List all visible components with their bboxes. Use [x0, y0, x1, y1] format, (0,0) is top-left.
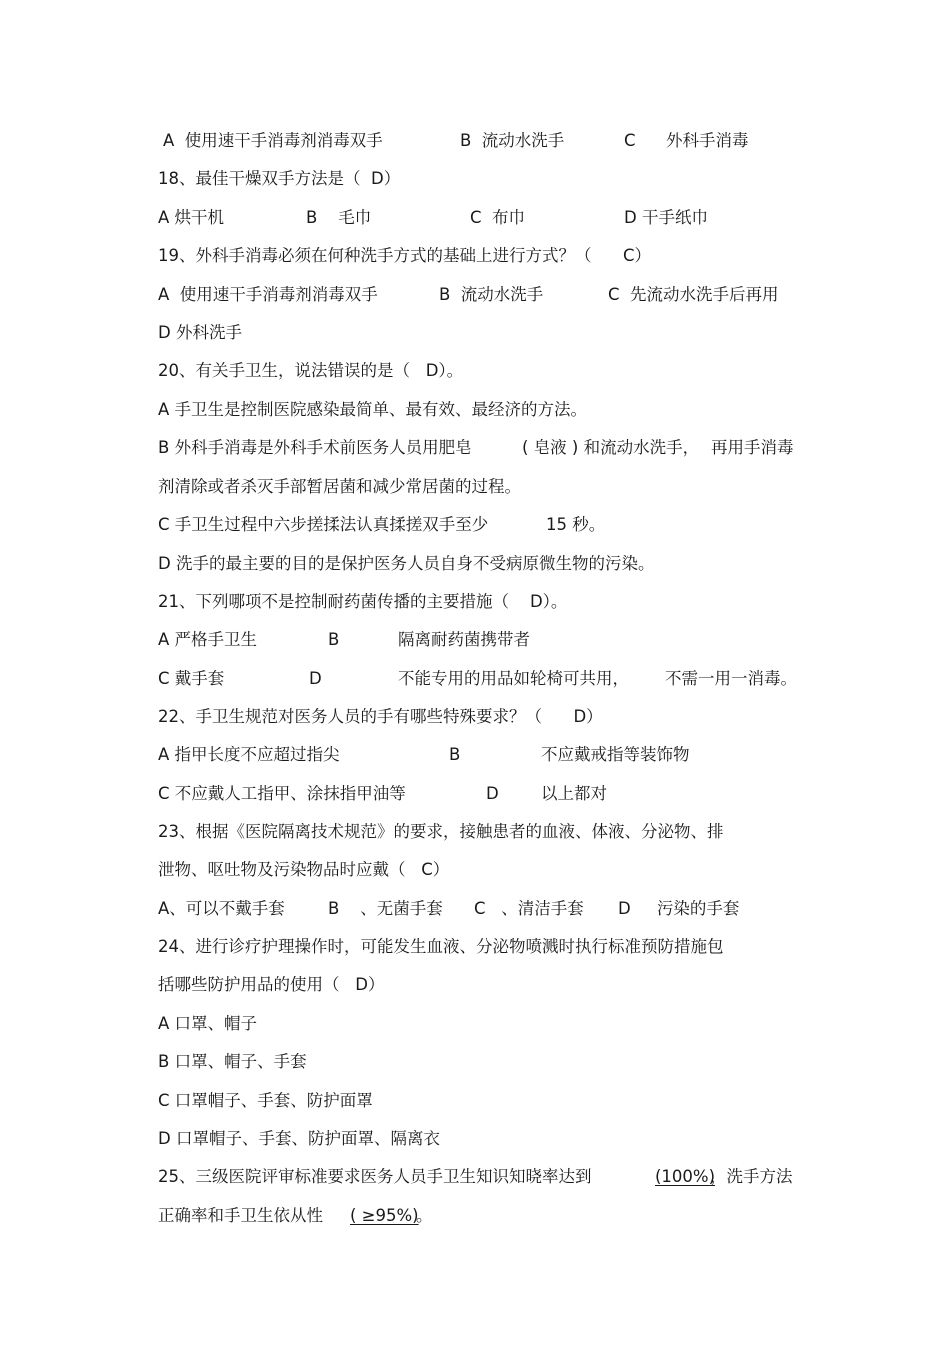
q21-option-d: D	[309, 669, 322, 688]
q22-option-a: A 指甲长度不应超过指尖	[158, 745, 340, 764]
q20-option-b-line2: 剂清除或者杀灭手部暂居菌和减少常居菌的过程。	[158, 477, 521, 496]
q22-options-line1	[158, 744, 690, 766]
q23-option-d: D 污染的手套	[618, 899, 740, 918]
q17-option-c: C	[624, 131, 636, 150]
q17-option-c-text: 外科手消毒	[666, 131, 749, 150]
q25-stem-line1	[158, 1166, 793, 1188]
q17-option-a: A 使用速干手消毒剂消毒双手	[163, 131, 383, 150]
q19-option-a: A 使用速干手消毒剂消毒双手	[158, 285, 378, 304]
q18-option-c: C 布巾	[470, 208, 526, 227]
q25-stem-part1: 25、三级医院评审标准要求医务人员手卫生知识知晓率达到	[158, 1167, 592, 1186]
q20-option-d: D 洗手的最主要的目的是保护医务人员自身不受病原微生物的污染。	[158, 554, 655, 573]
q20-option-b-line1	[158, 437, 794, 459]
q22-option-b-text: 不应戴戒指等装饰物	[541, 745, 690, 764]
q18-options-line	[158, 207, 708, 229]
q22-option-d: D	[486, 784, 499, 803]
q24-option-d: D 口罩帽子、手套、防护面罩、隔离衣	[158, 1129, 440, 1148]
q19-option-c: C 先流动水洗手后再用	[608, 285, 779, 304]
q21-option-d-text2: 不需一用一消毒。	[665, 669, 797, 688]
q19-stem: 19、外科手消毒必须在何种洗手方式的基础上进行方式？（ C）	[158, 246, 651, 265]
q25-stem-part3: 正确率和手卫生依从性	[158, 1206, 323, 1225]
q20-option-c-part2: 15 秒。	[546, 515, 606, 534]
q18-option-b: B 毛巾	[306, 208, 372, 227]
q21-options-line2	[158, 668, 797, 690]
q23-stem-line2: 泄物、呕吐物及污染物品时应戴（ C）	[158, 860, 450, 879]
q21-option-b: B	[328, 630, 340, 649]
q24-option-a: A 口罩、帽子	[158, 1014, 258, 1033]
q20-option-a: A 手卫生是控制医院感染最简单、最有效、最经济的方法。	[158, 400, 588, 419]
q24-option-c: C 口罩帽子、手套、防护面罩	[158, 1091, 373, 1110]
q22-option-b: B	[449, 745, 461, 764]
q22-option-d-text: 以上都对	[541, 784, 607, 803]
q19-options-line	[158, 284, 779, 306]
q17-option-b: B 流动水洗手	[460, 131, 565, 150]
q19-option-b: B 流动水洗手	[439, 285, 544, 304]
q20-option-c-line	[158, 514, 606, 536]
q24-stem-line1: 24、进行诊疗护理操作时，可能发生血液、分泌物喷溅时执行标准预防措施包	[158, 937, 724, 956]
q25-answer-2: ( ≥95%)	[350, 1206, 419, 1225]
q23-options-line	[158, 898, 740, 920]
q23-option-b: B 、无菌手套	[328, 899, 443, 918]
q22-options-line2	[158, 783, 607, 805]
q20-option-b-part2: ( 皂液 ) 和流动水洗手，	[522, 438, 700, 457]
q23-option-a: A、可以不戴手套	[158, 899, 285, 918]
q19-option-d: D 外科洗手	[158, 323, 242, 342]
q18-option-a: A 烘干机	[158, 208, 225, 227]
q23-option-c: C 、清洁手套	[474, 899, 584, 918]
q18-option-d: D 干手纸巾	[624, 208, 708, 227]
q21-option-c: C 戴手套	[158, 669, 225, 688]
q24-option-b: B 口罩、帽子、手套	[158, 1052, 307, 1071]
q18-stem: 18、最佳干燥双手方法是（ D）	[158, 169, 401, 188]
q20-option-b-part3: 再用手消毒	[711, 438, 794, 457]
q25-stem-part4: 。	[416, 1206, 433, 1225]
q25-answer-1: (100%)	[655, 1167, 716, 1186]
q21-stem: 21、下列哪项不是控制耐药菌传播的主要措施（ D）。	[158, 592, 568, 611]
q22-stem: 22、手卫生规范对医务人员的手有哪些特殊要求？（ D）	[158, 707, 603, 726]
q25-stem-line2	[158, 1205, 433, 1227]
q21-option-b-text: 隔离耐药菌携带者	[398, 630, 530, 649]
q21-options-line1	[158, 629, 530, 651]
q17-options-line	[158, 130, 749, 152]
q20-stem: 20、有关手卫生，说法错误的是（ D）。	[158, 361, 464, 380]
q21-option-d-text: 不能专用的用品如轮椅可共用，	[398, 669, 629, 688]
q21-option-a: A 严格手卫生	[158, 630, 258, 649]
q23-stem-line1: 23、根据《医院隔离技术规范》的要求，接触患者的血液、体液、分泌物、排	[158, 822, 724, 841]
q20-option-b-part1: B 外科手消毒是外科手术前医务人员用肥皂	[158, 438, 472, 457]
q22-option-c: C 不应戴人工指甲、涂抹指甲油等	[158, 784, 406, 803]
q25-stem-part2: ，洗手方法	[710, 1167, 793, 1186]
q20-option-c-part1: C 手卫生过程中六步搓揉法认真揉搓双手至少	[158, 515, 489, 534]
q24-stem-line2: 括哪些防护用品的使用（ D）	[158, 975, 385, 994]
